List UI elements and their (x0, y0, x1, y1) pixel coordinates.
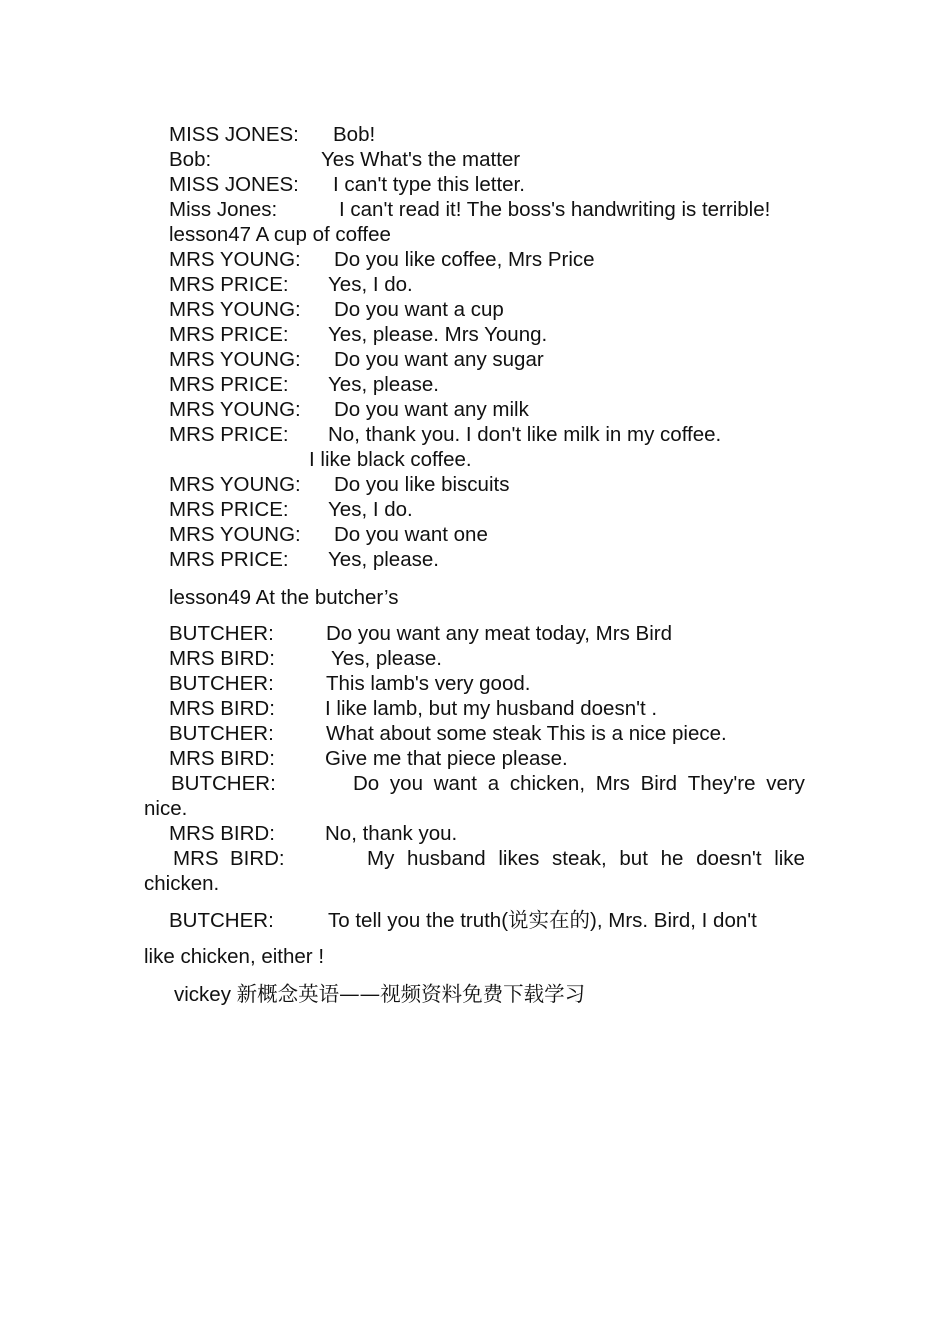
speaker: BUTCHER: (169, 672, 274, 695)
word: Do (353, 772, 380, 795)
line-text: Do you want any meat today, Mrs Bird (326, 622, 672, 645)
speaker: MRS BIRD: (169, 697, 275, 720)
speaker: MRS YOUNG: (169, 348, 301, 371)
line-text: No, thank you. I don't like milk in my coffee. (328, 423, 722, 446)
lesson47-heading: lesson47 A cup of coffee (169, 223, 391, 246)
line-text: Do you want any milk (334, 398, 529, 421)
word: very (766, 772, 805, 795)
line-text: Yes, please. (331, 647, 442, 670)
speaker: MRS PRICE: (169, 323, 289, 346)
speaker: MRS YOUNG: (169, 248, 301, 271)
wrapped-text: like chicken, either ! (144, 945, 325, 968)
word: you (389, 772, 423, 795)
word: likes (498, 847, 540, 870)
speaker: MRS PRICE: (169, 373, 289, 396)
speaker: MRS BIRD: (169, 747, 275, 770)
dialogue-line: Miss Jones: (169, 198, 278, 221)
word: doesn't (696, 847, 762, 870)
word: steak, (552, 847, 607, 870)
line-text: Do you want any sugar (334, 348, 544, 371)
speaker: BUTCHER: (169, 622, 274, 645)
line-text: Yes, I do. (328, 273, 413, 296)
word: husband (407, 847, 486, 870)
wrapped-text: chicken. (144, 872, 220, 895)
speaker: MRS PRICE: (169, 273, 289, 296)
word: chicken, (509, 772, 586, 795)
word: but (619, 847, 648, 870)
line-text: Do you want one (334, 523, 488, 546)
speaker: BUTCHER: (169, 722, 274, 745)
word: They're (687, 772, 756, 795)
speaker: MRS BIRD: (169, 647, 275, 670)
dialogue-text: I can't read it! The boss's handwriting is terrible! (339, 198, 771, 221)
dialogue-text: Bob! (333, 123, 376, 146)
line-text: No, thank you. (325, 822, 458, 845)
truth-text: To tell you the truth( (328, 909, 509, 932)
line-text: This lamb's very good. (326, 672, 531, 695)
line-text: Do you like coffee, Mrs Price (334, 248, 595, 271)
speaker: MRS BIRD: (169, 822, 275, 845)
word: like (774, 847, 805, 870)
word: My (367, 847, 395, 870)
line-text: Yes, please. (328, 548, 439, 571)
line-text: Yes, please. Mrs Young. (328, 323, 548, 346)
word: a (487, 772, 500, 795)
speaker: MRS YOUNG: (169, 398, 301, 421)
dialogue-line: MISS JONES: (169, 123, 299, 146)
speaker: MRS PRICE: (169, 423, 289, 446)
speaker: MRS YOUNG: (169, 523, 301, 546)
line-text: What about some steak This is a nice piece. (326, 722, 727, 745)
footer-latin: vickey (174, 983, 237, 1006)
line-text: Yes, please. (328, 373, 439, 396)
word: Bird (640, 772, 678, 795)
word: Mrs (595, 772, 630, 795)
speaker: BUTCHER: (171, 772, 276, 795)
speaker: BUTCHER: (169, 909, 274, 932)
justified-line (353, 771, 805, 796)
dialogue-line: Bob: (169, 148, 212, 171)
speaker: MRS PRICE: (169, 548, 289, 571)
dialogue-text: I can't type this letter. (333, 173, 525, 196)
line-text: I like lamb, but my husband doesn't . (325, 697, 658, 720)
line-text: Give me that piece please. (325, 747, 568, 770)
wrapped-text: nice. (144, 797, 188, 820)
truth-cjk: 说实在的 (508, 908, 591, 932)
footer-cjk: 新概念英语——视频资料免费下载学习 (236, 982, 586, 1006)
dialogue-text: Yes What's the matter (321, 148, 521, 171)
line-text: Do you like biscuits (334, 473, 510, 496)
word: want (433, 772, 477, 795)
lesson49-heading: lesson49 At the butcher’s (169, 586, 399, 609)
dialogue-line: MISS JONES: (169, 173, 299, 196)
justified-line (367, 846, 805, 871)
line-text: Yes, I do. (328, 498, 413, 521)
speaker: MRS PRICE: (169, 498, 289, 521)
truth-line (328, 908, 757, 933)
truth-text-end: ), Mrs. Bird, I don't (590, 909, 757, 932)
word: he (660, 847, 684, 870)
line-text: Do you want a cup (334, 298, 504, 321)
line-text: I like black coffee. (309, 448, 472, 471)
speaker: MRS YOUNG: (169, 473, 301, 496)
speaker: MRS BIRD: (173, 847, 285, 870)
footer-note (174, 982, 585, 1007)
speaker: MRS YOUNG: (169, 298, 301, 321)
